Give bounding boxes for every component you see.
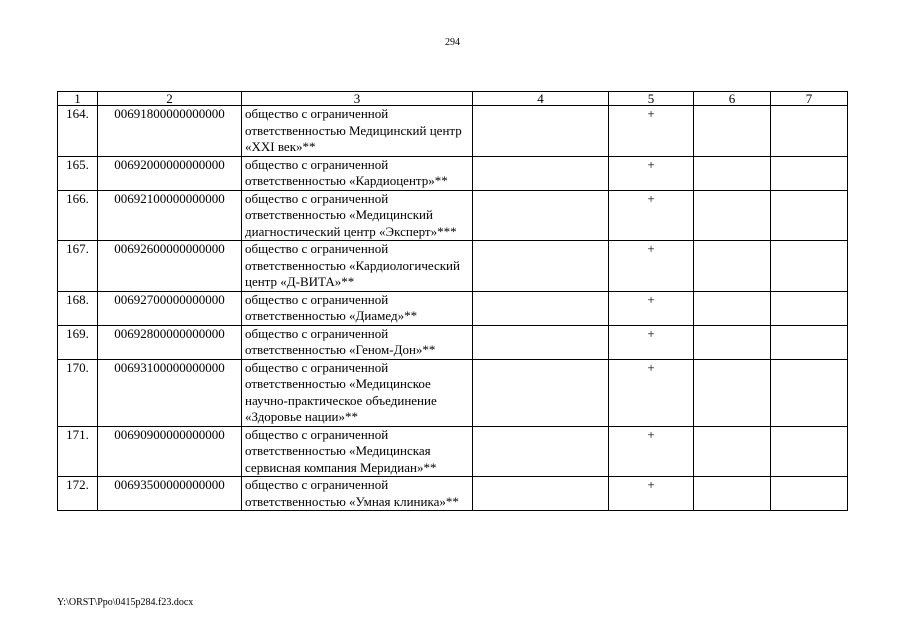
- row-col7: [771, 241, 848, 292]
- file-path-footer: Y:\ORST\Ppo\0415p284.f23.docx: [57, 597, 194, 608]
- row-col6: [694, 241, 771, 292]
- column-header: 6: [694, 92, 771, 106]
- header-row: [58, 92, 848, 106]
- column-header: 7: [771, 92, 848, 106]
- row-number: 167.: [58, 241, 98, 292]
- column-header: 1: [58, 92, 98, 106]
- row-organization-name: общество с ограниченной ответственностью «Медицинская сервисная компания Меридиан»**: [242, 426, 473, 477]
- row-col7: [771, 291, 848, 325]
- row-col4: [473, 325, 609, 359]
- row-col7: [771, 426, 848, 477]
- row-col6: [694, 190, 771, 241]
- row-code: 00692100000000000: [98, 190, 242, 241]
- row-organization-name: общество с ограниченной ответственностью «Кардиоцентр»**: [242, 156, 473, 190]
- row-organization-name: общество с ограниченной ответственностью «Медицинское научно-практическое объединение «Здоровье нации»**: [242, 359, 473, 426]
- row-col5: +: [609, 291, 694, 325]
- column-header: 5: [609, 92, 694, 106]
- row-col5: +: [609, 156, 694, 190]
- table-row: [58, 359, 848, 426]
- row-organization-name: общество с ограниченной ответственностью «Умная клиника»**: [242, 477, 473, 511]
- row-col7: [771, 359, 848, 426]
- row-number: 166.: [58, 190, 98, 241]
- row-code: 00693500000000000: [98, 477, 242, 511]
- row-col7: [771, 325, 848, 359]
- row-col4: [473, 359, 609, 426]
- row-organization-name: общество с ограниченной ответственностью Медицинский центр «XXI век»**: [242, 106, 473, 157]
- row-col6: [694, 426, 771, 477]
- table-row: [58, 106, 848, 157]
- row-col5: +: [609, 241, 694, 292]
- row-col4: [473, 477, 609, 511]
- page-number: 294: [445, 37, 460, 48]
- row-number: 171.: [58, 426, 98, 477]
- row-code: 00692800000000000: [98, 325, 242, 359]
- row-number: 172.: [58, 477, 98, 511]
- row-number: 165.: [58, 156, 98, 190]
- row-col4: [473, 291, 609, 325]
- row-number: 170.: [58, 359, 98, 426]
- row-col7: [771, 477, 848, 511]
- row-col7: [771, 190, 848, 241]
- row-code: 00692600000000000: [98, 241, 242, 292]
- row-col6: [694, 156, 771, 190]
- row-code: 00691800000000000: [98, 106, 242, 157]
- row-organization-name: общество с ограниченной ответственностью «Диамед»**: [242, 291, 473, 325]
- row-organization-name: общество с ограниченной ответственностью «Кардиологический центр «Д-ВИТА»**: [242, 241, 473, 292]
- row-col6: [694, 291, 771, 325]
- row-number: 169.: [58, 325, 98, 359]
- table-row: [58, 325, 848, 359]
- row-number: 168.: [58, 291, 98, 325]
- row-col4: [473, 426, 609, 477]
- row-col4: [473, 190, 609, 241]
- column-header: 4: [473, 92, 609, 106]
- row-col5: +: [609, 426, 694, 477]
- row-organization-name: общество с ограниченной ответственностью «Геном-Дон»**: [242, 325, 473, 359]
- row-code: 00690900000000000: [98, 426, 242, 477]
- row-col6: [694, 359, 771, 426]
- table-row: [58, 291, 848, 325]
- row-organization-name: общество с ограниченной ответственностью «Медицинский диагностический центр «Эксперт»***: [242, 190, 473, 241]
- row-number: 164.: [58, 106, 98, 157]
- registry-table: [57, 91, 848, 511]
- row-col4: [473, 106, 609, 157]
- row-col6: [694, 106, 771, 157]
- row-col7: [771, 106, 848, 157]
- row-col4: [473, 241, 609, 292]
- row-code: 00692700000000000: [98, 291, 242, 325]
- row-col5: +: [609, 325, 694, 359]
- table-row: [58, 241, 848, 292]
- row-col6: [694, 325, 771, 359]
- column-header: 2: [98, 92, 242, 106]
- table-row: [58, 190, 848, 241]
- row-code: 00692000000000000: [98, 156, 242, 190]
- row-col6: [694, 477, 771, 511]
- row-code: 00693100000000000: [98, 359, 242, 426]
- table-row: [58, 477, 848, 511]
- row-col4: [473, 156, 609, 190]
- table-row: [58, 156, 848, 190]
- table-row: [58, 426, 848, 477]
- row-col5: +: [609, 106, 694, 157]
- column-header: 3: [242, 92, 473, 106]
- row-col7: [771, 156, 848, 190]
- row-col5: +: [609, 477, 694, 511]
- row-col5: +: [609, 190, 694, 241]
- row-col5: +: [609, 359, 694, 426]
